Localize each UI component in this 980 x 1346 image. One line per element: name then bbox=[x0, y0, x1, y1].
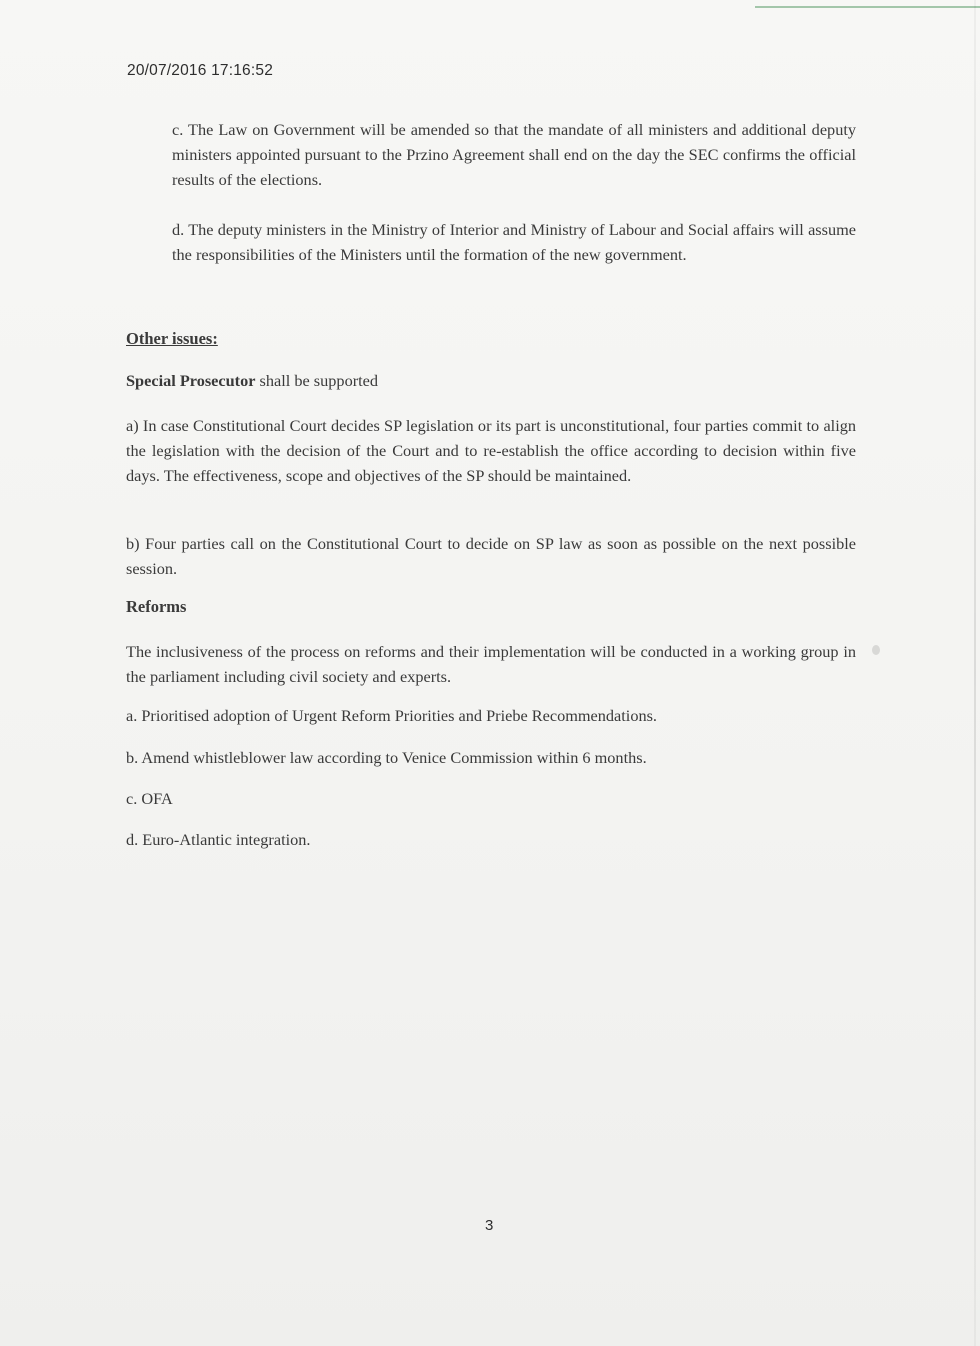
reform-item-c: c. OFA bbox=[126, 789, 173, 808]
special-prosecutor-heading: Special Prosecutor bbox=[126, 371, 256, 390]
scan-speck bbox=[872, 645, 880, 655]
special-prosecutor-item-a: a) In case Constitutional Court decides SP legislation or its part is unconstitutional, four parties commit to align the legislation with the decision of the Court and to re-establish the office according to decision within five days. The effectiveness, scope and objectives of the SP should be maintained. bbox=[126, 416, 856, 485]
reforms-heading: Reforms bbox=[126, 597, 187, 616]
page-edge-shadow bbox=[974, 0, 976, 1346]
print-timestamp: 20/07/2016 17:16:52 bbox=[127, 62, 274, 79]
paragraph-d: d. The deputy ministers in the Ministry of Interior and Ministry of Labour and Social affairs will assume the responsibilities of the Ministers until the formation of the new government. bbox=[172, 220, 856, 264]
reforms-intro: The inclusiveness of the process on reforms and their implementation will be conducted in a working group in the parliament including civil society and experts. bbox=[126, 642, 856, 686]
special-prosecutor-suffix: shall be supported bbox=[255, 371, 379, 390]
reform-item-d: d. Euro-Atlantic integration. bbox=[126, 830, 311, 849]
reform-item-b: b. Amend whistleblower law according to Venice Commission within 6 months. bbox=[126, 748, 647, 767]
special-prosecutor-item-b: b) Four parties call on the Constitutional Court to decide on SP law as soon as possible on the next possible session. bbox=[126, 534, 856, 578]
other-issues-heading: Other issues: bbox=[126, 329, 218, 348]
page-number: 3 bbox=[485, 1217, 494, 1234]
paragraph-c: c. The Law on Government will be amended so that the mandate of all ministers and additional deputy ministers appointed pursuant to the Przino Agreement shall end on the day the SEC confirms the official results of the elections. bbox=[172, 120, 856, 189]
special-prosecutor-line bbox=[126, 371, 378, 391]
top-edge-line bbox=[755, 6, 980, 8]
reform-item-a: a. Prioritised adoption of Urgent Reform Priorities and Priebe Recommendations. bbox=[126, 706, 658, 725]
